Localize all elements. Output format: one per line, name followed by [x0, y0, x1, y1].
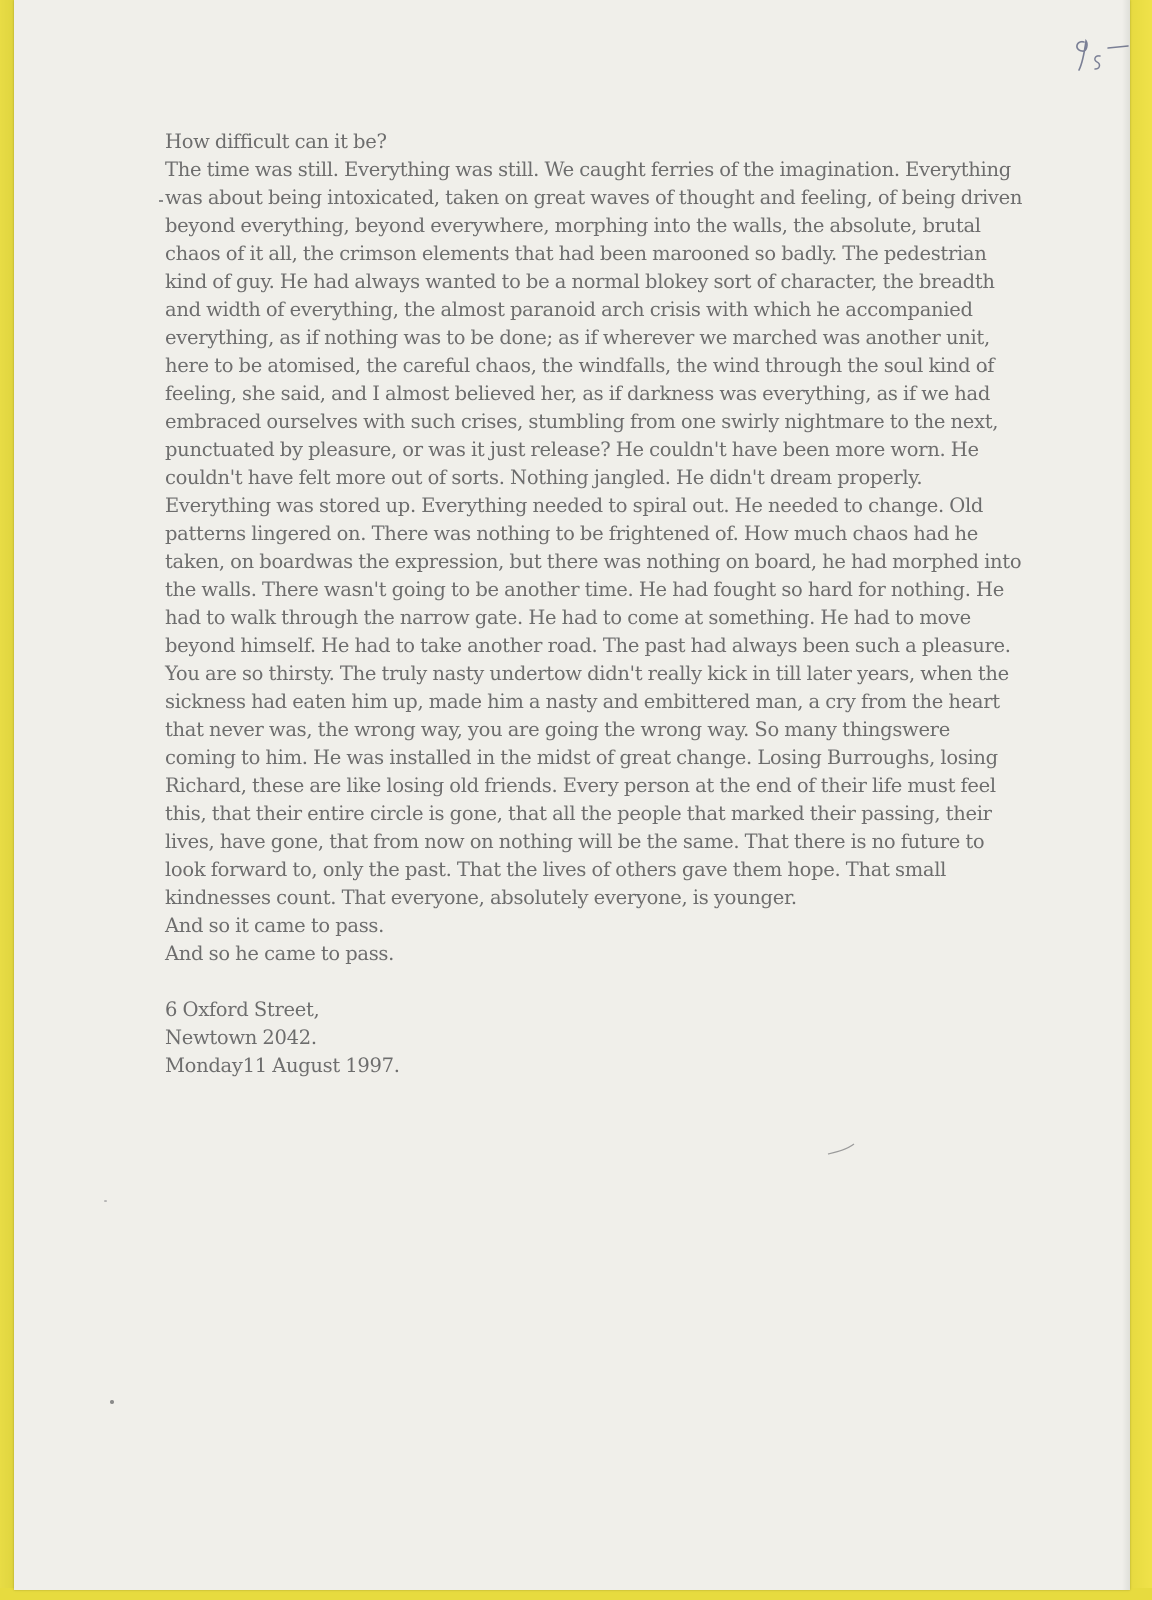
letter-body: The time was still. Everything was still. We caught ferries of the imagination. Everything was about being intoxicated, taken on great waves of thought and feeling, of being driven beyond everything, beyond everywhere, morphing into the walls, the absolute, brutal chaos of it all, the crimson elements that had been marooned so badly. The pedestrian kind of guy. He had always wanted to be a normal blokey sort of character, the breadth and width of everything, the almost paranoid arch crisis with which he accompanied everything, as if nothing was to be done; as if wherever we marched was another unit, here to be atomised, the careful chaos, the windfalls, the wind through the soul kind of feeling, she said, and I almost believed her, as if darkness was everything, as if we had embraced ourselves with such crises, stumbling from one swirly nightmare to the next, punctuated by pleasure, or was it just release? He couldn't have been more worn. He couldn't have felt more out of sorts. Nothing jangled. He didn't dream properly. Everything was stored up. Everything needed to spiral out. He needed to change. Old patterns lingered on. There was nothing to be frightened of. How much chaos had he taken, on boardwas the expression, but there was nothing on board, he had morphed into the walls. There wasn't going to be another time. He had fought so hard for nothing. He had to walk through the narrow gate. He had to come at something. He had to move beyond himself. He had to take another road. The past had always been such a pleasure. You are so thirsty. The truly nasty undertow didn't really kick in till later years, when the sickness had eaten him up, made him a nasty and embittered man, a cry from the heart that never was, the wrong way, you are going the wrong way. So many thingswere coming to him. He was installed in the midst of great change. Losing Burroughs, losing Richard, these are like losing old friends. Every person at the end of their life must feel this, that their entire circle is gone, that all the people that marked their passing, their lives, have gone, that from now on nothing will be the same. That there is no future to look forward to, only the past. That the lives of others gave them hope. That small kindnesses count. That everyone, absolutely everyone, is younger.	[165, 158, 1023, 909]
address-date: Monday11 August 1997.	[165, 1054, 400, 1077]
closing-line: And so it came to pass.	[165, 914, 385, 937]
paper-sheet	[14, 0, 1130, 1590]
address-street: 6 Oxford Street,	[165, 998, 320, 1021]
margin-tick-mark	[159, 200, 163, 202]
handwritten-page-number-drawing	[1070, 34, 1134, 78]
closing-line: And so he came to pass.	[165, 942, 395, 965]
paper-speck	[110, 1400, 114, 1404]
handwritten-page-number	[1070, 34, 1134, 78]
letter-title: How difficult can it be?	[165, 130, 387, 153]
paper-speck	[104, 1200, 107, 1202]
backdrop-right-edge	[1130, 0, 1152, 1600]
pencil-stroke-mark	[826, 1142, 856, 1158]
letter-text	[165, 128, 1025, 1080]
address-block	[165, 996, 1025, 1080]
address-suburb: Newtown 2042.	[165, 1026, 317, 1049]
